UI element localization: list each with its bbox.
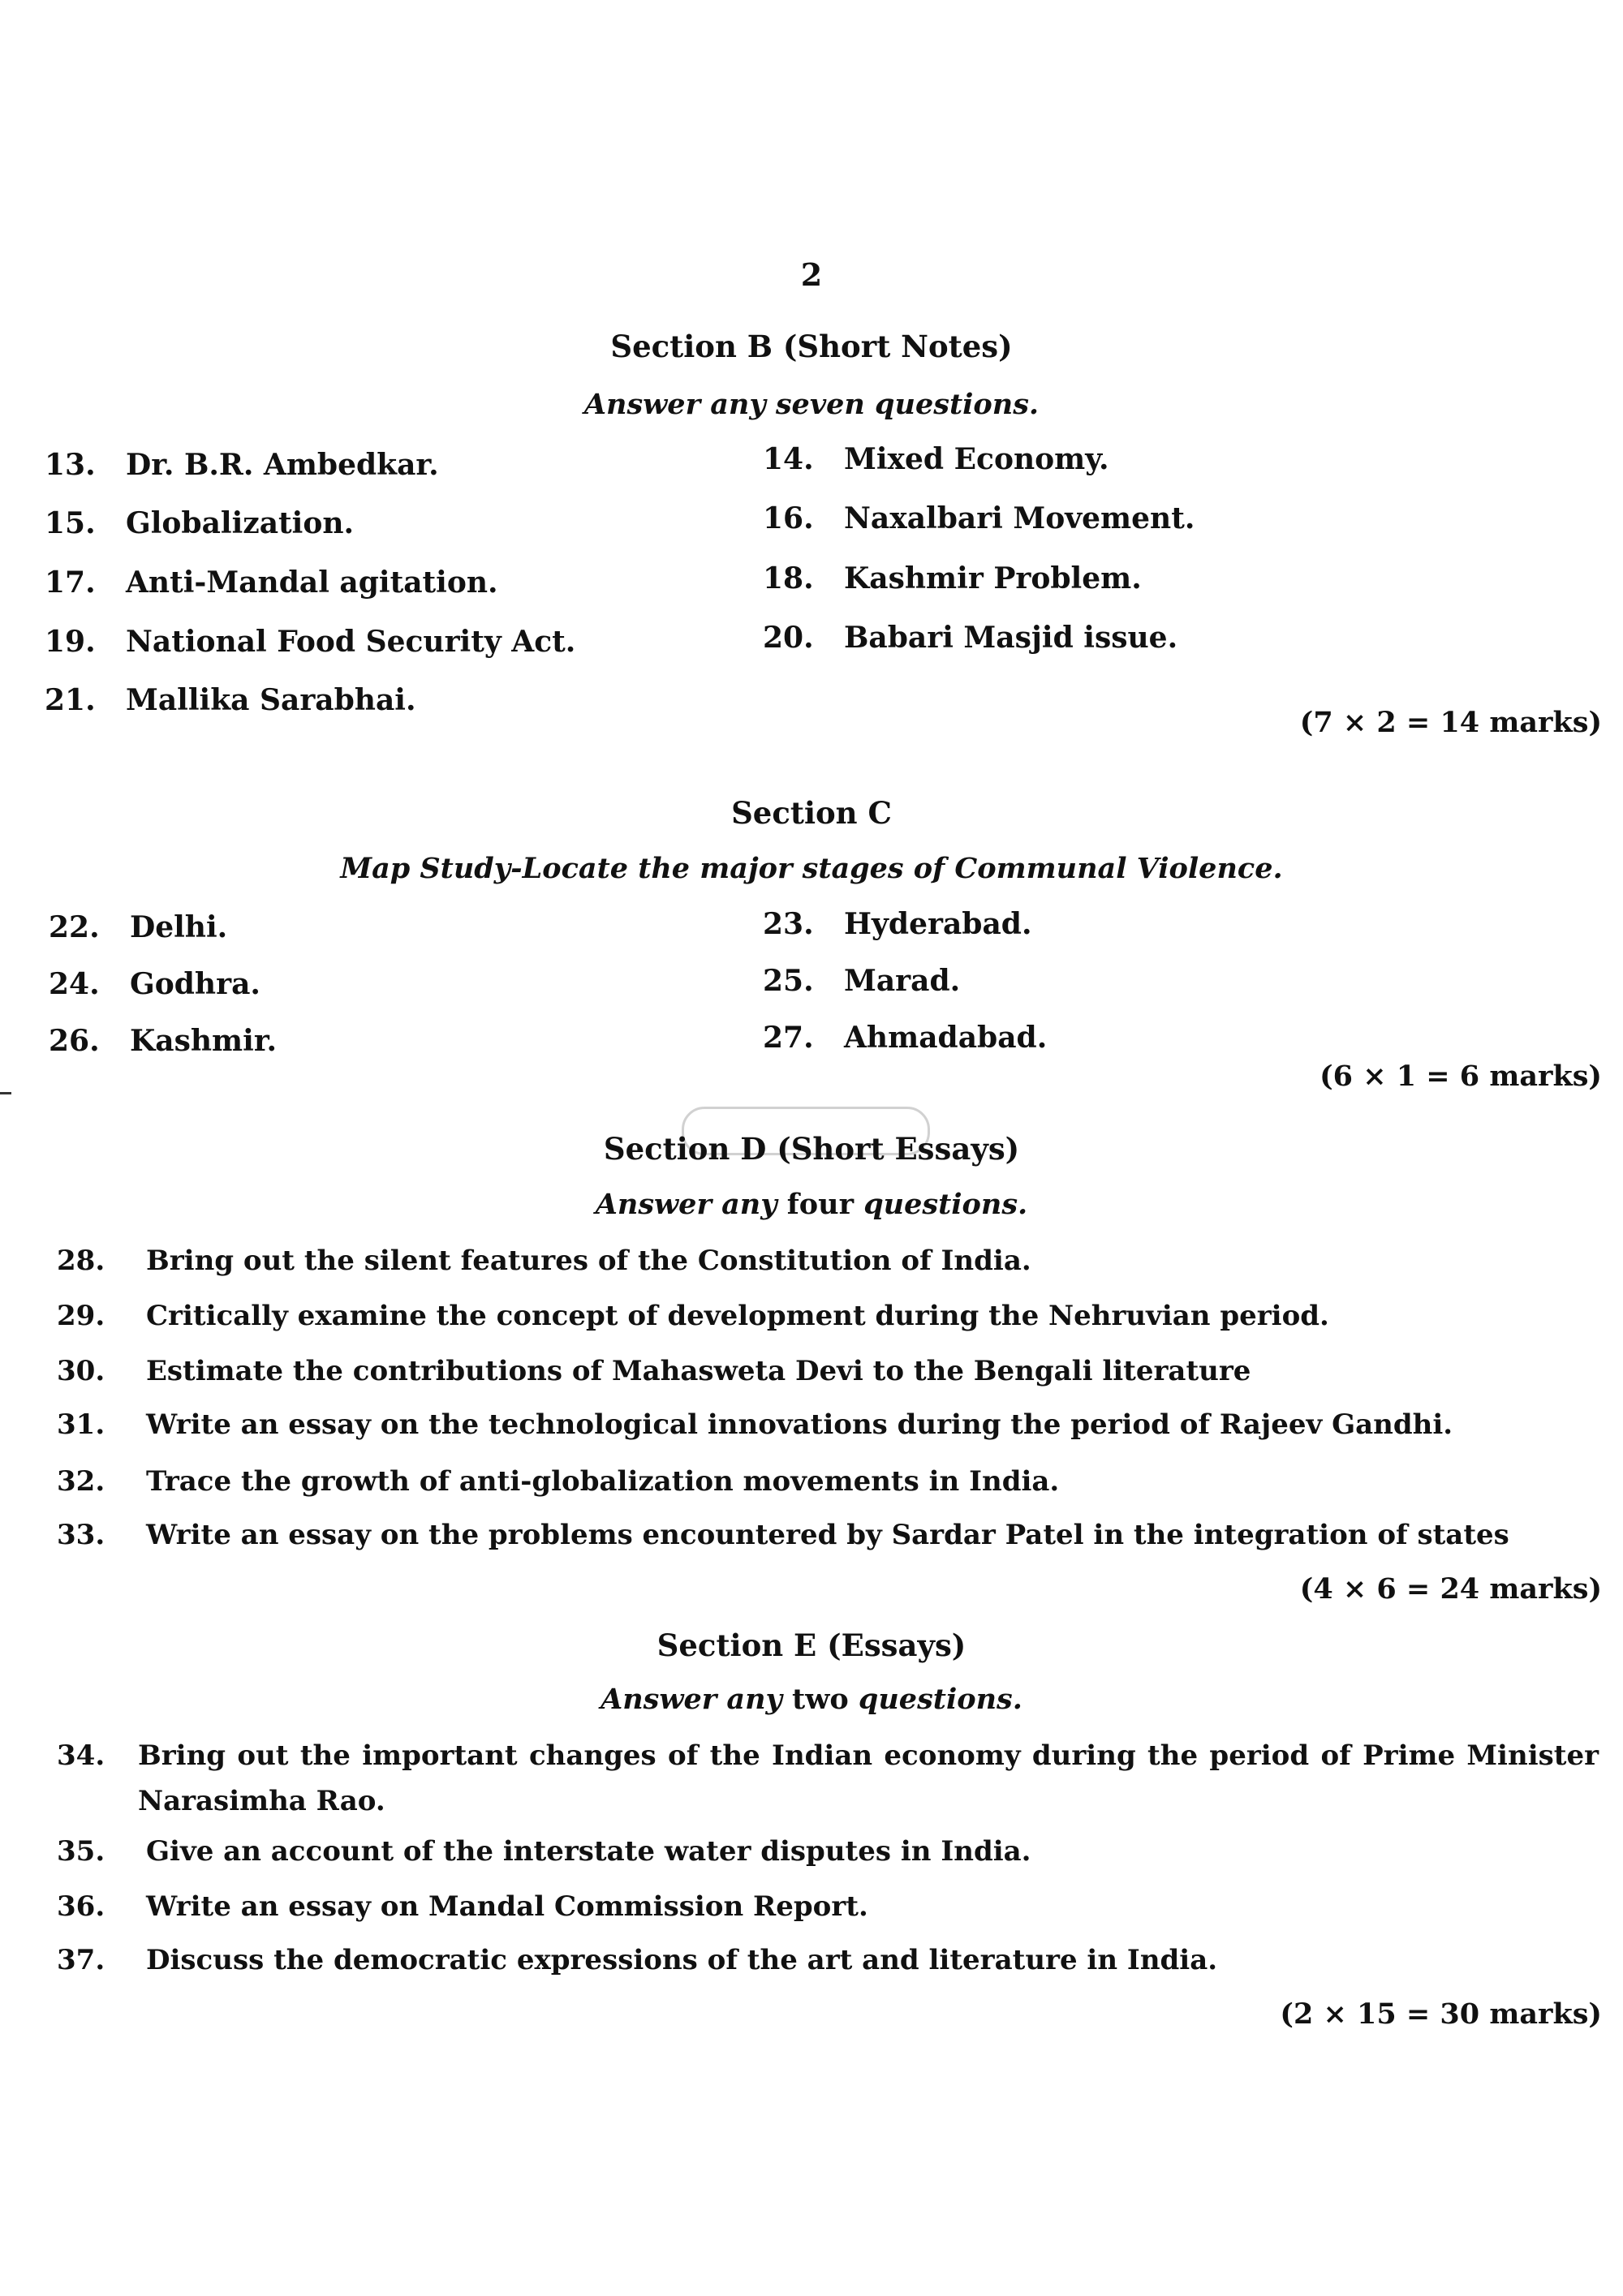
question-number: 32. [57, 1465, 105, 1498]
question-30 [57, 1355, 1251, 1387]
question-text: Critically examine the concept of development during the Nehruvian period. [146, 1300, 1329, 1332]
question-26 [49, 1024, 277, 1058]
question-number: 16. [763, 501, 814, 535]
section-c-instruction: Map Study-Locate the major stages of Communal Violence. [340, 852, 1283, 885]
question-number: 26. [49, 1024, 100, 1058]
question-number: 27. [763, 1021, 814, 1055]
question-number: 36. [57, 1890, 105, 1923]
question-21 [45, 683, 416, 717]
section-c-marks: (6 × 1 = 6 marks) [1319, 1060, 1602, 1093]
section-e-title: Section E (Essays) [657, 1627, 966, 1663]
question-number: 13. [45, 448, 96, 482]
question-28 [57, 1245, 1031, 1277]
question-text: Marad. [844, 964, 961, 998]
question-15 [45, 506, 354, 540]
question-text: Globalization. [126, 506, 355, 540]
page-number: 2 [800, 256, 823, 293]
question-33 [57, 1519, 1509, 1551]
question-text: National Food Security Act. [126, 625, 576, 659]
question-number: 34. [57, 1739, 105, 1772]
question-number: 24. [49, 967, 100, 1001]
question-27 [763, 1021, 1047, 1055]
question-text: Bring out the silent features of the Constitution of India. [146, 1245, 1031, 1277]
question-text: Babari Masjid issue. [844, 621, 1178, 655]
question-text: Kashmir. [130, 1024, 278, 1058]
question-number: 25. [763, 964, 814, 998]
instruction-text: Answer any [595, 1188, 777, 1221]
section-b-marks: (7 × 2 = 14 marks) [1299, 706, 1602, 739]
instruction-text: questions. [858, 1683, 1022, 1716]
question-text: Naxalbari Movement. [844, 501, 1195, 535]
edge-mark [0, 1092, 11, 1094]
question-text: Write an essay on the problems encountered by Sardar Patel in the integration of states [146, 1519, 1509, 1551]
question-number: 15. [45, 506, 96, 540]
question-text: Bring out the important changes of the Indian economy during the period of Prime Minister Narasimha Rao. [138, 1739, 1599, 1817]
instruction-text: Answer any [601, 1683, 782, 1716]
question-text: Give an account of the interstate water disputes in India. [146, 1835, 1031, 1868]
instruction-count: two [792, 1683, 849, 1716]
question-20 [763, 621, 1177, 655]
question-text: Write an essay on the technological innovations during the period of Rajeev Gandhi. [146, 1408, 1453, 1441]
question-number: 22. [49, 910, 100, 944]
question-25 [763, 964, 960, 998]
section-b-instruction: Answer any seven questions. [583, 388, 1040, 421]
section-d-instruction [0, 1188, 1623, 1221]
question-14 [763, 442, 1109, 476]
question-24 [49, 967, 260, 1001]
question-number: 30. [57, 1355, 105, 1387]
section-d-marks: (4 × 6 = 24 marks) [1299, 1572, 1602, 1606]
question-number: 28. [57, 1245, 105, 1277]
question-number: 21. [45, 683, 96, 717]
section-e-instruction [0, 1683, 1623, 1716]
question-text: Mixed Economy. [844, 442, 1109, 476]
instruction-count: four [786, 1188, 855, 1221]
question-number: 20. [763, 621, 814, 655]
question-text: Hyderabad. [844, 907, 1032, 941]
question-17 [45, 565, 498, 600]
question-number: 31. [57, 1408, 105, 1441]
question-29 [57, 1300, 1329, 1332]
question-number: 29. [57, 1300, 105, 1332]
question-text: Anti-Mandal agitation. [126, 565, 498, 600]
question-31 [57, 1408, 1453, 1441]
section-e-marks: (2 × 15 = 30 marks) [1280, 1997, 1602, 2031]
question-18 [763, 561, 1142, 595]
question-number: 37. [57, 1944, 105, 1976]
section-c-title: Section C [731, 795, 892, 831]
question-number: 19. [45, 625, 96, 659]
instruction-text: questions. [863, 1188, 1028, 1221]
question-number: 17. [45, 565, 96, 600]
question-text: Godhra. [130, 967, 260, 1001]
question-16 [763, 501, 1195, 535]
section-d-title: Section D (Short Essays) [603, 1131, 1020, 1167]
question-text: Mallika Sarabhai. [126, 683, 416, 717]
question-32 [57, 1465, 1059, 1498]
question-number: 35. [57, 1835, 105, 1868]
question-number: 14. [763, 442, 814, 476]
question-number: 33. [57, 1519, 105, 1551]
question-text: Estimate the contributions of Mahasweta Devi to the Bengali literature [146, 1355, 1251, 1387]
question-number: 18. [763, 561, 814, 595]
question-text: Dr. B.R. Ambedkar. [126, 448, 439, 482]
question-text: Ahmadabad. [844, 1021, 1048, 1055]
question-text: Write an essay on Mandal Commission Report. [146, 1890, 868, 1923]
question-34 [57, 1733, 1599, 1824]
question-text: Trace the growth of anti-globalization movements in India. [146, 1465, 1060, 1498]
question-23 [763, 907, 1032, 941]
question-36 [57, 1890, 868, 1923]
question-19 [45, 625, 575, 659]
question-text: Delhi. [130, 910, 228, 944]
section-b-title: Section B (Short Notes) [610, 329, 1013, 364]
question-13 [45, 448, 439, 482]
question-text: Kashmir Problem. [844, 561, 1142, 595]
question-number: 23. [763, 907, 814, 941]
question-37 [57, 1944, 1217, 1976]
question-text: Discuss the democratic expressions of the art and literature in India. [146, 1944, 1218, 1976]
question-22 [49, 910, 227, 944]
question-35 [57, 1835, 1031, 1868]
